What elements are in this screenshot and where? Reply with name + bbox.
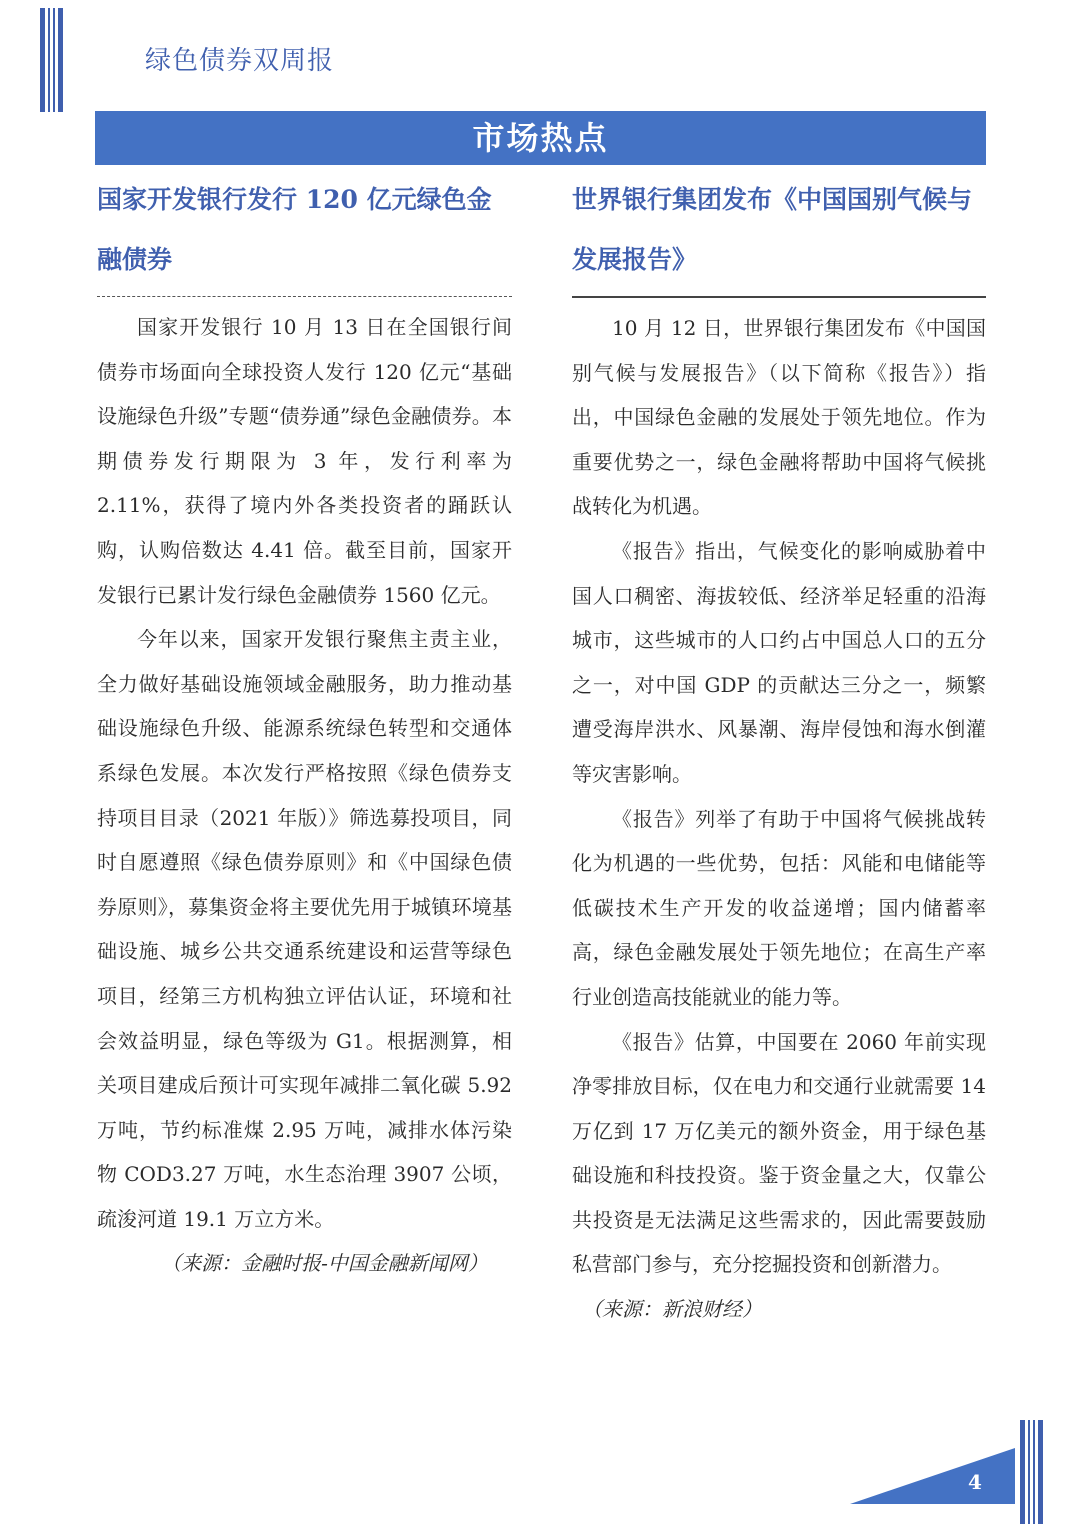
paragraph: 今年以来，国家开发银行聚焦主责主业，全力做好基础设施领域金融服务，助力推动基础设施绿色升级、能源系统绿色转型和交通体系绿色发展。本次发行严格按照《绿色债券支持项目目录（2021 年版）》筛选募投项目，同时自愿遵照《绿色债券原则》和《中国绿色债券原则》，募集资金将主要优先用于城镇环境基础设施、城乡公共交通系统建设和运营等绿色项目，经第三方机构独立评估认证，环境和社会效益明显，绿色等级为 G1。根据测算，相关项目建成后预计可实现年减排二氧化碳 5.92 万吨，节约标准煤 2.95 万吨，减排水体污染物 COD3.27 万吨，水生态治理 3907 公顷，疏浚河道 19.1 万立方米。 — [97, 627, 512, 1231]
left-article-body — [97, 305, 512, 1286]
title-divider — [97, 296, 512, 297]
title-divider — [572, 296, 986, 298]
paragraph: 《报告》估算，中国要在 2060 年前实现净零排放目标，仅在电力和交通行业就需要 14 万亿到 17 万亿美元的额外资金，用于绿色基础设施和科技投资。鉴于资金量之大，仅靠公共投资是无法满足这些需求的，因此需要鼓励私营部门参与，充分挖掘投资和创新潜力。 — [572, 1029, 986, 1277]
paragraph: 10 月 12 日，世界银行集团发布《中国国别气候与发展报告》（以下简称《报告》）指出，中国绿色金融的发展处于领先地位。作为重要优势之一，绿色金融将帮助中国将气候挑战转化为机遇。 — [572, 316, 986, 519]
left-article — [97, 170, 512, 1286]
right-article — [572, 170, 986, 1332]
decorative-bars-bottom — [1020, 1420, 1044, 1524]
left-article-title: 国家开发银行发行 120 亿元绿色金融债券 — [97, 185, 492, 274]
paragraph: 国家开发银行 10 月 13 日在全国银行间债券市场面向全球投资人发行 120 亿元“基础设施绿色升级”专题“债券通”绿色金融债券。本期债券发行期限为 3 年，发行利率为 2.11%，获得了境内外各类投资者的踊跃认购，认购倍数达 4.41 倍。截至目前，国家开发银行已累计发行绿色金融债券 1560 亿元。 — [97, 315, 512, 607]
source-citation: （来源：金融时报-中国金融新闻网） — [161, 1251, 488, 1276]
decorative-bars-top — [40, 8, 64, 112]
right-article-body — [572, 306, 986, 1332]
paragraph: 《报告》指出，气候变化的影响威胁着中国人口稠密、海拔较低、经济举足轻重的沿海城市，这些城市的人口约占中国总人口的五分之一，对中国 GDP 的贡献达三分之一，频繁遭受海岸洪水、风暴潮、海岸侵蚀和海水倒灌等灾害影响。 — [572, 538, 986, 786]
right-article-title: 世界银行集团发布《中国国别气候与发展报告》 — [572, 185, 973, 274]
publication-title: 绿色债券双周报 — [145, 46, 335, 76]
paragraph: 《报告》列举了有助于中国将气候挑战转化为机遇的一些优势，包括：风能和电储能等低碳技术生产开发的收益递增；国内储蓄率高，绿色金融发展处于领先地位；在高生产率行业创造高技能就业的能力等。 — [572, 806, 986, 1009]
page-corner-triangle — [850, 1448, 1015, 1504]
page-number: 4 — [968, 1470, 982, 1494]
section-banner: 市场热点 — [95, 111, 986, 165]
source-citation: （来源：新浪财经） — [582, 1297, 762, 1322]
